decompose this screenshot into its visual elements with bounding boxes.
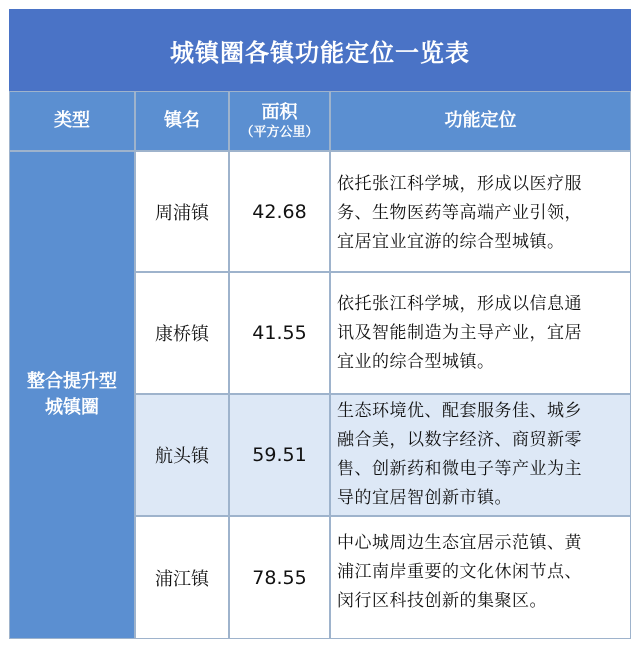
town-name: 周浦镇 [155,202,209,224]
function-table [9,91,631,639]
function-line: 导的宜居智创新市镇。 [337,488,512,508]
table-row-area [229,394,330,516]
table-title: 城镇圈各镇功能定位一览表 [9,9,631,91]
header-name-label: 镇名 [164,110,200,131]
town-name: 康桥镇 [155,324,209,345]
function-line: 售、创新药和微电子等产业为主 [337,459,582,479]
town-area: 42.68 [252,200,307,223]
town-area: 59.51 [252,444,307,466]
header-name [135,91,229,151]
function-line: 浦江南岸重要的文化休闲节点、 [337,562,582,582]
type-label-line1: 整合提升型 [27,371,117,392]
table-row-name [135,394,229,516]
header-function [330,91,631,151]
table-row-function [330,516,631,639]
header-type [9,91,135,151]
type-label-line2: 城镇圈 [45,397,99,418]
type-cell [9,151,135,639]
table-row-name [135,516,229,639]
table-row-function [330,272,631,394]
function-line: 依托张江科学城，形成以信息通 [337,294,582,314]
town-name: 航头镇 [155,446,209,467]
function-line: 融合美，以数字经济、商贸新零 [337,430,582,450]
function-line: 依托张江科学城，形成以医疗服 [337,174,582,194]
table-row-name [135,151,229,272]
table-row-area [229,151,330,272]
table-row-function [330,151,631,272]
function-line: 闵行区科技创新的集聚区。 [337,591,547,611]
function-line: 宜业的综合型城镇。 [337,352,495,372]
header-area-label: 面积 [261,101,298,123]
table-row-area [229,516,330,639]
function-line: 讯及智能制造为主导产业，宜居 [337,323,582,343]
function-line: 务、生物医药等高端产业引领， [337,203,582,223]
header-area [229,91,330,151]
table-row-area [229,272,330,394]
town-area: 78.55 [252,566,307,589]
function-line: 中心城周边生态宜居示范镇、黄 [337,533,582,553]
town-area: 41.55 [252,322,307,344]
header-function-label: 功能定位 [444,110,517,131]
table-row-function [330,394,631,516]
function-line: 宜居宜业宜游的综合型城镇。 [337,232,565,252]
table-row-name [135,272,229,394]
function-line: 生态环境优、配套服务佳、城乡 [337,401,582,421]
town-name: 浦江镇 [155,568,209,590]
header-area-unit: （平方公里） [240,124,319,140]
header-type-label: 类型 [54,110,90,131]
